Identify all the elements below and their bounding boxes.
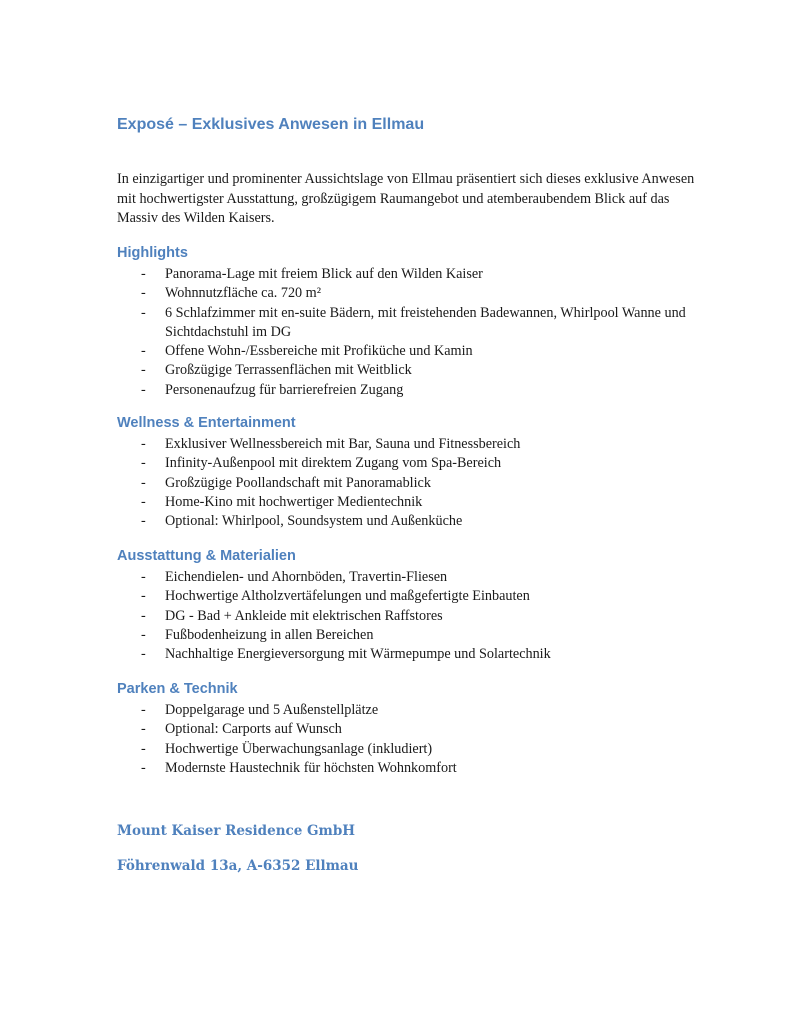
list-item: - DG - Bad + Ankleide mit elektrischen Raffstores [117,607,697,626]
document-title: Exposé – Exklusives Anwesen in Ellmau [117,116,425,133]
bullet-dash: - [141,455,146,472]
bullet-dash: - [141,740,146,757]
list-item: - Hochwertige Überwachungsanlage (inkludiert) [117,740,697,759]
list-item: - Eichendielen- und Ahornböden, Travertin-Fliesen [117,568,697,587]
list-item: - Offene Wohn-/Essbereiche mit Profiküche und Kamin [117,342,697,361]
bullet-dash: - [141,607,146,624]
bullet-dash: - [141,626,146,643]
bullet-list [117,701,697,778]
company-address: Föhrenwald 13a, A-6352 Ellmau [117,858,359,874]
bullet-dash: - [141,569,146,585]
bullet-dash: - [141,381,146,398]
bullet-dash: - [141,362,146,379]
bullet-dash: - [141,588,146,605]
section-wellness-entertainment [117,413,697,531]
list-item: - Großzügige Terrassenflächen mit Weitblick [117,361,697,380]
company-name: Mount Kaiser Residence GmbH [117,823,356,839]
bullet-dash: - [141,513,146,530]
list-item: - Optional: Carports auf Wunsch [117,720,697,739]
bullet-dash: - [141,266,146,282]
list-item: - Exklusiver Wellnessbereich mit Bar, Sauna und Fitnessbereich [117,435,697,454]
bullet-dash: - [141,474,146,491]
list-item: - Wohnnutzfläche ca. 720 m² [117,284,697,303]
bullet-list [117,568,697,664]
bullet-dash: - [141,759,146,776]
bullet-dash: - [141,304,146,321]
section-highlights [117,243,697,400]
bullet-dash: - [141,702,146,718]
bullet-dash: - [141,436,146,452]
list-item: - Personenaufzug für barrierefreien Zugang [117,381,697,400]
list-item: - Optional: Whirlpool, Soundsystem und Außenküche [117,512,697,531]
list-item: - Hochwertige Altholzvertäfelungen und maßgefertigte Einbauten [117,587,697,606]
list-item: - Doppelgarage und 5 Außenstellplätze [117,701,697,720]
bullet-dash: - [141,721,146,738]
list-item: - Infinity-Außenpool mit direktem Zugang vom Spa-Bereich [117,454,697,473]
intro-paragraph: In einzigartiger und prominenter Aussichtslage von Ellmau präsentiert sich dieses exklusive Anwesen mit hochwertigster Ausstattung, großzügigem Raumangebot und atemberaubendem Blick auf das Massiv des Wilden Kaisers. [117,171,695,226]
bullet-list [117,265,697,400]
list-item: - 6 Schlafzimmer mit en-suite Bädern, mit freistehenden Badewannen, Whirlpool Wanne und Sichtdachstuhl im DG [141,304,686,340]
section-heading: Parken & Technik [117,681,238,697]
list-item: - Großzügige Poollandschaft mit Panoramablick [117,474,697,493]
bullet-dash: - [141,285,146,302]
section-parken-technik [117,679,697,778]
list-item: - Panorama-Lage mit freiem Blick auf den Wilden Kaiser [117,265,697,284]
section-heading: Wellness & Entertainment [117,415,296,431]
list-item: - Nachhaltige Energieversorgung mit Wärmepumpe und Solartechnik [117,645,697,664]
bullet-dash: - [141,343,146,360]
list-item: - Modernste Haustechnik für höchsten Wohnkomfort [117,759,697,778]
section-heading: Ausstattung & Materialien [117,548,296,564]
section-heading: Highlights [117,245,188,261]
list-item: - Home-Kino mit hochwertiger Medientechnik [117,493,697,512]
bullet-dash: - [141,646,146,663]
list-item: - Fußbodenheizung in allen Bereichen [117,626,697,645]
bullet-dash: - [141,493,146,510]
section-ausstattung-materialien [117,546,697,664]
bullet-list [117,435,697,531]
